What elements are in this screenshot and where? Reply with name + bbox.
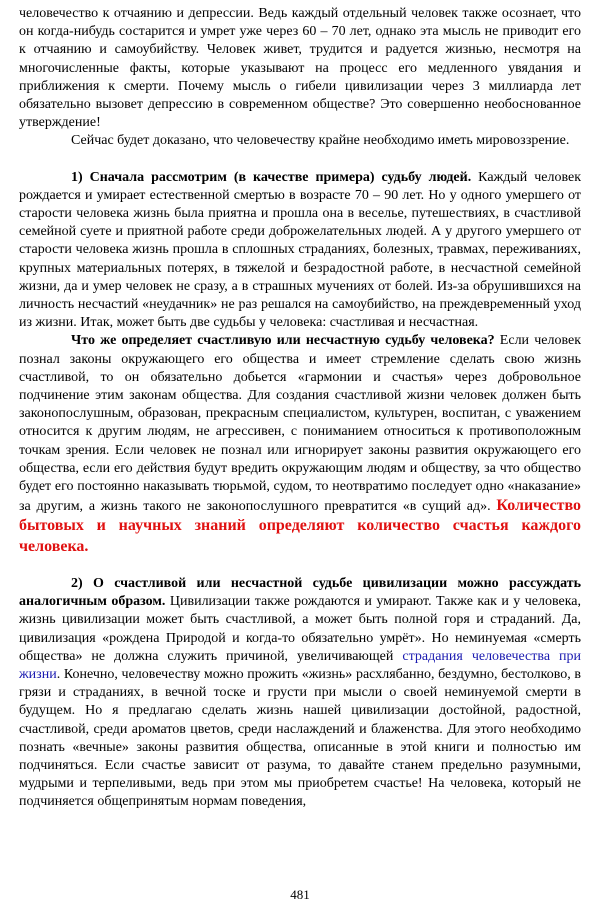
page-number: 481	[290, 887, 310, 902]
paragraph-text: . Конечно, человечеству можно прожить «жизнь» расхлябанно, бездумно, бестолково, в грязи и страданиях, в вечной тоске и грусти при мысли о своей неминуемой смерти в будущем. Но я предлагаю сделать жизнь нашей цивилизации достойной, радостной, счастливой, среди ароматов цветов, среди наслаждений и блаженства. Для этого необходимо познать «вечные» законы развития общества, описанные в этой книги и полностью им подчиняться. Если счастье зависит от разума, то давайте станем предельно разумными, мудрыми и терпеливыми, ведь при этом мы приобретем счастье! На человека, который не подчиняется общепринятым нормам поведения,	[19, 666, 581, 810]
section-heading-1: 1) Сначала рассмотрим (в качестве примера) судьбу людей.	[71, 169, 472, 185]
paragraph-thesis: Сейчас будет доказано, что человечеству крайне необходимо иметь мировоззрение.	[71, 133, 570, 149]
section-heading-2: 2) О счастливой или несчастной судьбе цивилизации можно рассуждать аналогичным образом.	[19, 575, 581, 610]
highlight-statement: Количество бытовых и научных знаний определяют количество счастья каждого человека.	[19, 497, 581, 555]
question-heading: Что же определяет счастливую или несчастную судьбу человека?	[71, 333, 495, 349]
paragraph-happiness	[19, 332, 581, 556]
paragraph-civilization-fate	[19, 575, 581, 812]
paragraph-text: Если человек познал законы окружающего его общества и имеет стремление сделать свою жизнь счастливой, то он обязательно добьется «гармонии и счастья» через добровольное подчинение этим законам общества. Для создания счастливой жизни человек должен быть законопослушным, образован, прекрасным специалистом, культурен, воспитан, с уважением относится к другим людям, не агрессивен, с пониманием относиться к противоположным точкам зрения. Если человек не познал или игнорирует законы развития окружающего его общества, если его действия будут вредить окружающим людям и обществу, за что общество будет его постоянно наказывать тюрьмой, судом, то неотвратимо последует одно «наказание» за другим, а жизнь такого не законопослушного превратится «в сущий ад».	[19, 333, 581, 515]
paragraph-people-fate	[19, 169, 581, 333]
paragraph-intro: человечество к отчаянию и депрессии. Ведь каждый отдельный человек также осознает, что он когда-нибудь состарится и умрет уже через 60 – 70 лет, однако эта мысль не приводит его к отчаянию и самоубийству. Человек живет, трудится и радуется жизнью, несмотря на многочисленные факты, которые указывают на процесс его медленного увядания и приближения к смерти. Почему мысль о гибели цивилизации через 3 миллиарда лет обязательно вызовет депрессию в современном обществе? Это совершенно необоснованное утверждение!	[19, 6, 581, 131]
paragraph-text: Каждый человек рождается и умирает естественной смертью в возрасте 70 – 90 лет. Но у одного умершего от старости человека жизнь была приятна и прошла она в веселье, путешествиях, в счастливой семейной суете и приятной работе среди доброжелательных людей. А у другого умершего от старости человека жизнь прошла в сплошных страданиях, болезных, травмах, переживаниях, крупных материальных потерях, в тяжелой и безрадостной работе, в несчастной семейной жизни, да и умер человек не сразу, а в страшных мучениях от болей. Из-за обрушившихся на личность несчастий «неудачник» не раз решался на самоубийство, на преждевременный уход из жизни. Итак, может быть две судьбы у человека: счастливая и несчастная.	[19, 169, 581, 331]
paragraph-text: Цивилизации также рождаются и умирают. Также как и у человека, жизнь цивилизации может быть счастливой, а может быть полной горя и страданий. Да, цивилизация «рождена Природой и когда-то обязательно умрёт». Но неминуемая «смерть общества» не должна служить причиной, увеличивающей	[19, 594, 582, 664]
hyperlink-text[interactable]: страдания человечества при жизни	[19, 648, 581, 682]
